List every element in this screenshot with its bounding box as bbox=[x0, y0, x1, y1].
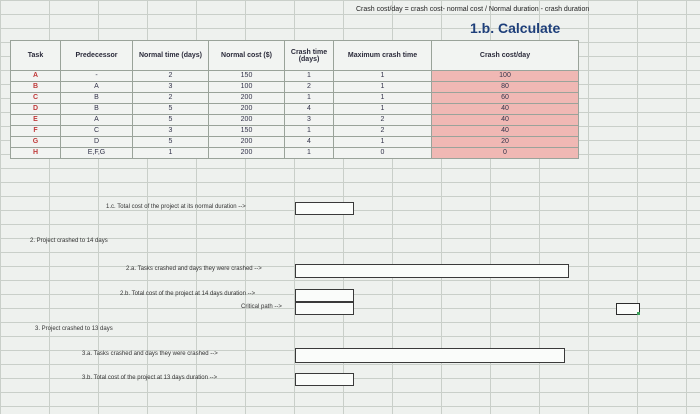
normal-cost-cell[interactable]: 150 bbox=[209, 71, 285, 82]
normal-time-cell[interactable]: 3 bbox=[133, 126, 209, 137]
predecessor-cell[interactable]: C bbox=[61, 126, 133, 137]
task-cell[interactable]: E bbox=[11, 115, 61, 126]
header-normal-cost: Normal cost ($) bbox=[209, 41, 285, 71]
task-cell[interactable]: C bbox=[11, 93, 61, 104]
q3-label: 3. Project crashed to 13 days bbox=[35, 326, 113, 332]
crash-cost-day-cell[interactable]: 20 bbox=[432, 137, 579, 148]
normal-time-cell[interactable]: 5 bbox=[133, 104, 209, 115]
normal-time-cell[interactable]: 5 bbox=[133, 115, 209, 126]
predecessor-cell[interactable]: B bbox=[61, 104, 133, 115]
crash-time-cell[interactable]: 4 bbox=[285, 137, 334, 148]
task-cell[interactable]: A bbox=[11, 71, 61, 82]
task-cell[interactable]: G bbox=[11, 137, 61, 148]
q2b-answer-cell[interactable] bbox=[295, 289, 354, 302]
task-cell[interactable]: D bbox=[11, 104, 61, 115]
max-crash-time-cell[interactable]: 1 bbox=[334, 137, 432, 148]
normal-cost-cell[interactable]: 100 bbox=[209, 82, 285, 93]
normal-cost-cell[interactable]: 200 bbox=[209, 104, 285, 115]
header-normal-time: Normal time (days) bbox=[133, 41, 209, 71]
task-cell[interactable]: H bbox=[11, 148, 61, 159]
table-header-row bbox=[11, 41, 579, 71]
table-row bbox=[11, 82, 579, 93]
table-row bbox=[11, 137, 579, 148]
q3a-answer-cell[interactable] bbox=[295, 348, 565, 363]
predecessor-cell[interactable]: - bbox=[61, 71, 133, 82]
q2a-label: 2.a. Tasks crashed and days they were crashed --> bbox=[126, 266, 262, 272]
q2b-critical-path-cell[interactable] bbox=[295, 302, 354, 315]
q2-label: 2. Project crashed to 14 days bbox=[30, 238, 108, 244]
crash-time-cell[interactable]: 4 bbox=[285, 104, 334, 115]
q3b-label: 3.b. Total cost of the project at 13 days duration --> bbox=[82, 375, 218, 381]
normal-time-cell[interactable]: 3 bbox=[133, 82, 209, 93]
max-crash-time-cell[interactable]: 1 bbox=[334, 104, 432, 115]
q2b-label: 2.b. Total cost of the project at 14 days duration --> bbox=[120, 291, 256, 297]
normal-time-cell[interactable]: 2 bbox=[133, 71, 209, 82]
table-row bbox=[11, 104, 579, 115]
crash-time-cell[interactable]: 3 bbox=[285, 115, 334, 126]
table-row bbox=[11, 93, 579, 104]
predecessor-cell[interactable]: A bbox=[61, 82, 133, 93]
table-row bbox=[11, 115, 579, 126]
crash-cost-formula: Crash cost/day = crash cost- normal cost / Normal duration - crash duration bbox=[356, 6, 590, 13]
predecessor-cell[interactable]: D bbox=[61, 137, 133, 148]
task-cell[interactable]: B bbox=[11, 82, 61, 93]
header-crash-time: Crash time (days) bbox=[285, 41, 334, 71]
q2a-answer-cell[interactable] bbox=[295, 264, 569, 278]
max-crash-time-cell[interactable]: 0 bbox=[334, 148, 432, 159]
max-crash-time-cell[interactable]: 1 bbox=[334, 93, 432, 104]
normal-cost-cell[interactable]: 200 bbox=[209, 115, 285, 126]
max-crash-time-cell[interactable]: 2 bbox=[334, 115, 432, 126]
crash-cost-day-cell[interactable]: 100 bbox=[432, 71, 579, 82]
normal-time-cell[interactable]: 5 bbox=[133, 137, 209, 148]
max-crash-time-cell[interactable]: 1 bbox=[334, 71, 432, 82]
q3a-label: 3.a. Tasks crashed and days they were crashed --> bbox=[82, 351, 218, 357]
crash-cost-day-cell[interactable]: 40 bbox=[432, 126, 579, 137]
normal-cost-cell[interactable]: 150 bbox=[209, 126, 285, 137]
crash-time-cell[interactable]: 1 bbox=[285, 93, 334, 104]
max-crash-time-cell[interactable]: 1 bbox=[334, 82, 432, 93]
header-predecessor: Predecessor bbox=[61, 41, 133, 71]
table-row bbox=[11, 148, 579, 159]
max-crash-time-cell[interactable]: 2 bbox=[334, 126, 432, 137]
crash-cost-day-cell[interactable]: 40 bbox=[432, 104, 579, 115]
q2b-critical-path-label: Critical path --> bbox=[241, 304, 282, 310]
normal-cost-cell[interactable]: 200 bbox=[209, 93, 285, 104]
normal-cost-cell[interactable]: 200 bbox=[209, 148, 285, 159]
normal-time-cell[interactable]: 2 bbox=[133, 93, 209, 104]
fill-handle[interactable] bbox=[637, 312, 640, 315]
predecessor-cell[interactable]: A bbox=[61, 115, 133, 126]
crash-time-cell[interactable]: 1 bbox=[285, 126, 334, 137]
table-row bbox=[11, 71, 579, 82]
normal-time-cell[interactable]: 1 bbox=[133, 148, 209, 159]
q1c-answer-cell[interactable] bbox=[295, 202, 354, 215]
predecessor-cell[interactable]: E,F,G bbox=[61, 148, 133, 159]
normal-cost-cell[interactable]: 200 bbox=[209, 137, 285, 148]
crash-cost-day-cell[interactable]: 80 bbox=[432, 82, 579, 93]
q1c-label: 1.c. Total cost of the project at its normal duration --> bbox=[106, 204, 246, 210]
crash-time-cell[interactable]: 1 bbox=[285, 71, 334, 82]
table-row bbox=[11, 126, 579, 137]
section-title: 1.b. Calculate bbox=[470, 20, 561, 36]
predecessor-cell[interactable]: B bbox=[61, 93, 133, 104]
crash-cost-day-cell[interactable]: 40 bbox=[432, 115, 579, 126]
q3b-answer-cell[interactable] bbox=[295, 373, 354, 386]
crash-table bbox=[10, 40, 579, 159]
header-max-crash-time: Maximum crash time bbox=[334, 41, 432, 71]
task-cell[interactable]: F bbox=[11, 126, 61, 137]
header-task: Task bbox=[11, 41, 61, 71]
header-crash-cost-day: Crash cost/day bbox=[432, 41, 579, 71]
crash-cost-day-cell[interactable]: 60 bbox=[432, 93, 579, 104]
crash-time-cell[interactable]: 2 bbox=[285, 82, 334, 93]
crash-cost-day-cell[interactable]: 0 bbox=[432, 148, 579, 159]
crash-time-cell[interactable]: 1 bbox=[285, 148, 334, 159]
